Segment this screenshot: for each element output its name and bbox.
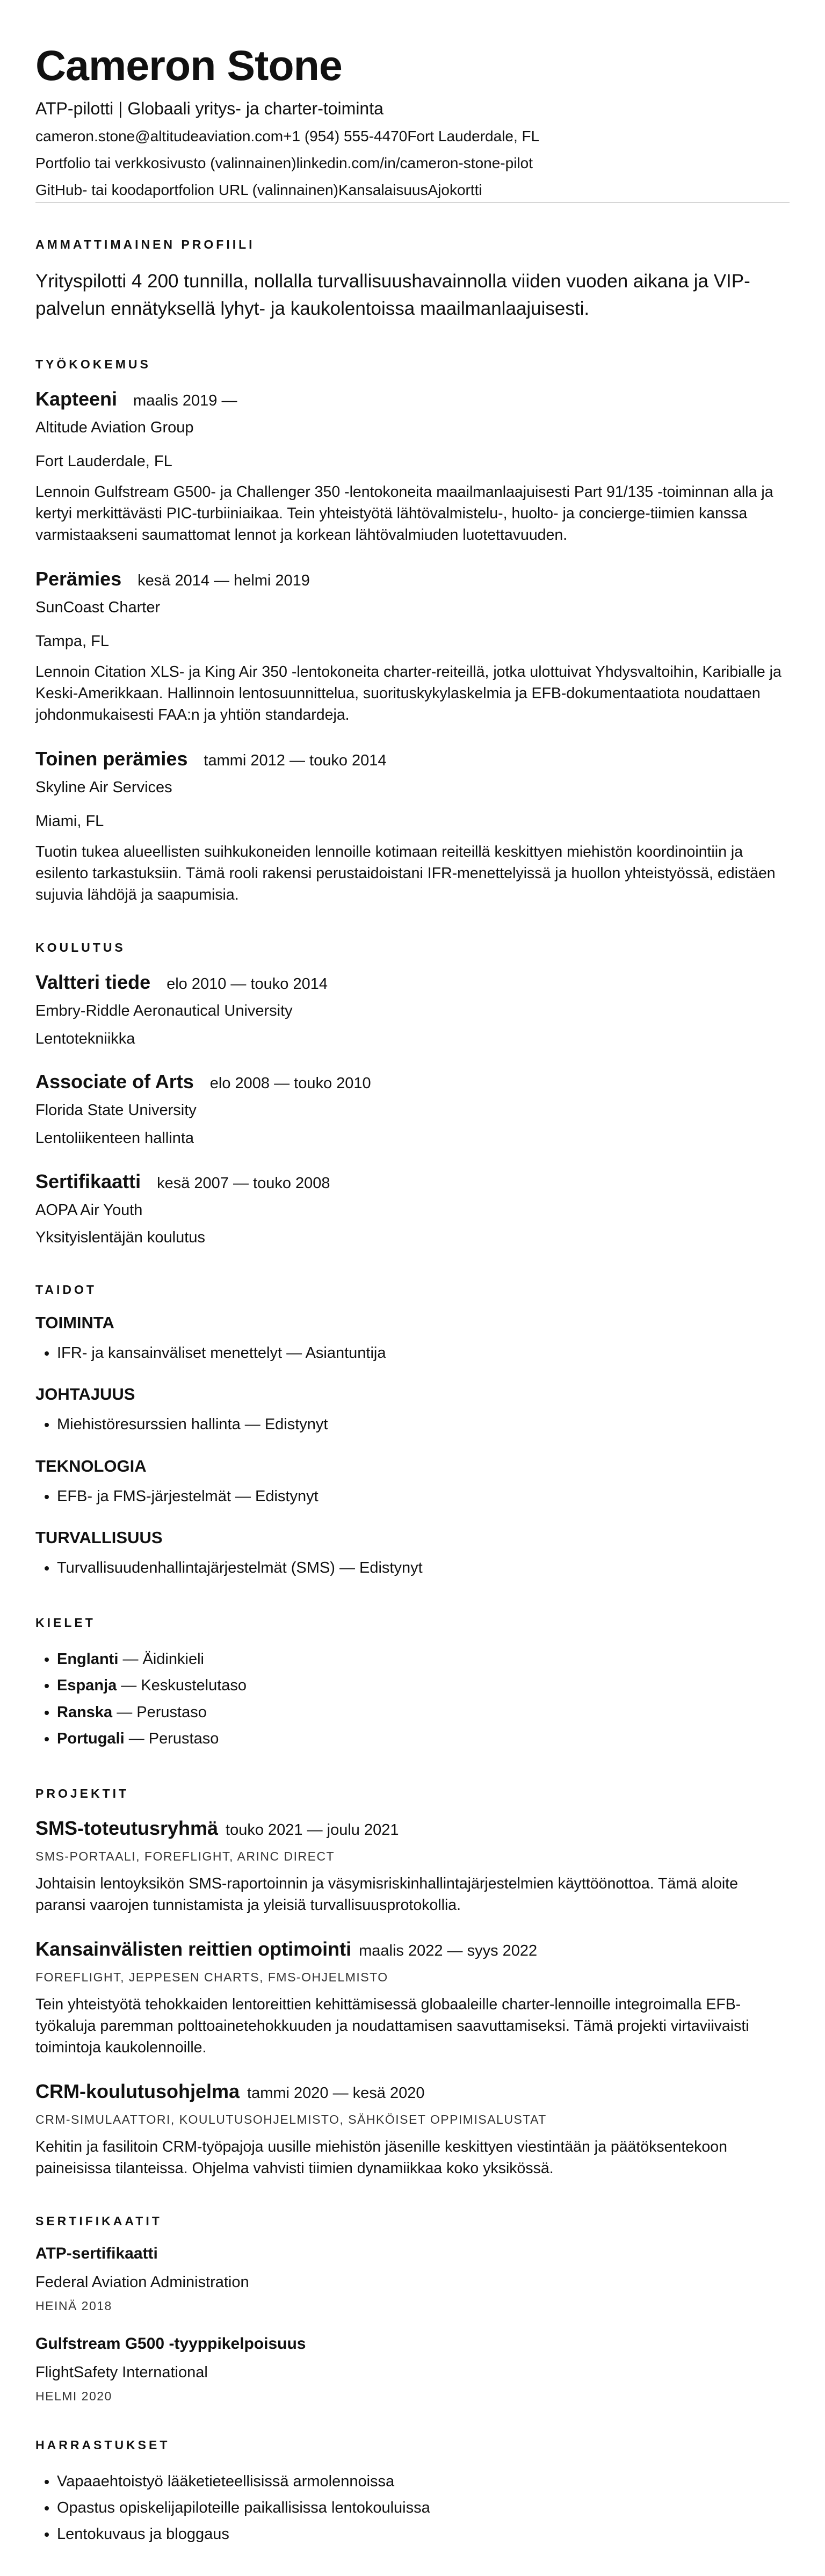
language-name: Portugali	[57, 1730, 125, 1748]
skill-item: • Turvallisuudenhallintajärjestelmät (SMS) — Edistynyt	[57, 1555, 790, 1581]
job-company: Altitude Aviation Group	[35, 418, 194, 436]
project-dates: touko 2021 — joulu 2021	[226, 1821, 399, 1839]
school-name: Florida State University	[35, 1102, 197, 1119]
hobbies-section	[35, 2438, 790, 2548]
education-dates: kesä 2007 — touko 2008	[157, 1174, 330, 1192]
project-entry	[35, 1938, 790, 2059]
skill-category: TEKNOLOGIA	[35, 1456, 147, 1475]
certification-entry	[35, 2245, 790, 2313]
education-section	[35, 940, 790, 1248]
language-level: Perustaso	[136, 1703, 207, 1721]
contact-row	[35, 181, 790, 199]
education-entry	[35, 1170, 790, 1248]
language-item: • Espanja — Keskustelutaso	[57, 1673, 790, 1699]
job-company: Skyline Air Services	[35, 778, 172, 796]
skill-item: • Miehistöresurssien hallinta — Edistynyt	[57, 1412, 790, 1438]
job-description: Tuotin tukea alueellisten suihkukoneiden lennoille kotimaan reiteillä keskittyen miehistön koordinointiin ja esilento tarkastuksiin. Tämä rooli rakensi perustaidoistani IFR-menettelyissä ja huollon yhteistyössä, edistäen sujuvia lähdöjä ja saapumisia.	[35, 843, 776, 903]
contact-phone[interactable]: +1 (954) 555-4470	[283, 128, 408, 145]
candidate-headline: ATP-pilotti | Globaali yritys- ja charter-toiminta	[35, 99, 383, 118]
job-dates: tammi 2012 — touko 2014	[204, 751, 387, 769]
skill-category: TURVALLISUUS	[35, 1528, 163, 1547]
skills-section	[35, 1283, 790, 1581]
skill-item: • IFR- ja kansainväliset menettelyt — Asiantuntija	[57, 1340, 790, 1366]
section-title: KOULUTUS	[35, 940, 126, 954]
study-field: Lentotekniikka	[35, 1030, 135, 1047]
certification-name: Gulfstream G500 -tyyppikelpoisuus	[35, 2334, 306, 2353]
project-description: Kehitin ja fasilitoin CRM-työpajoja uusille miehistön jäsenille keskittyen viestintään ja päätöksentekoon paineisissa tilanteissa. Ohjelma vahvisti tiimien dynamiikkaa koko yksikössä.	[35, 2138, 727, 2177]
skill-group	[35, 1457, 790, 1510]
section-title: TAIDOT	[35, 1282, 97, 1297]
job-title: Perämies	[35, 567, 122, 590]
experience-entry	[35, 748, 790, 906]
profile-section	[35, 237, 790, 323]
school-name: Embry-Riddle Aeronautical University	[35, 1002, 293, 1019]
experience-section	[35, 357, 790, 906]
degree-title: Associate of Arts	[35, 1070, 194, 1093]
project-tech: SMS-PORTAALI, FOREFLIGHT, ARINC DIRECT	[35, 1849, 335, 1864]
project-entry	[35, 1817, 790, 1916]
resume-header	[35, 41, 790, 203]
contact-email[interactable]: cameron.stone@altitudeaviation.com	[35, 128, 284, 145]
education-dates: elo 2010 — touko 2014	[167, 975, 328, 993]
project-description: Tein yhteistyötä tehokkaiden lentoreittien kehittämisessä globaaleille charter-lennoille integroimalla EFB-työkaluja paremman polttoainetehokkuuden ja noudattamisen saavuttamiseksi. Tämä projekti virtaviivaisti toimintoja kaukolennoille.	[35, 1996, 749, 2056]
language-name: Espanja	[57, 1677, 117, 1695]
project-title: SMS-toteutusryhmä	[35, 1817, 219, 1840]
job-description: Lennoin Gulfstream G500- ja Challenger 350 -lentokoneita maailmanlaajuisesti Part 91/135 -toiminnan alla ja kertyi merkittävästi PIC-turbiiniaikaa. Tein yhteistyötä lähtövalmistelu-, huolto- ja concierge-tiimien kanssa varmistaakseni saumattomat lennot ja korkean lähtövalmiuden luotettavuuden.	[35, 483, 773, 544]
contact-row	[35, 154, 790, 172]
project-entry	[35, 2080, 790, 2180]
education-entry	[35, 1070, 790, 1148]
certification-issuer: Federal Aviation Administration	[35, 2273, 249, 2291]
language-name: Englanti	[57, 1651, 119, 1668]
hobby-item: • Opastus opiskelijapiloteille paikallisissa lentokouluissa	[57, 2495, 790, 2521]
experience-entry	[35, 388, 790, 546]
section-title: SERTIFIKAATIT	[35, 2213, 162, 2228]
skill-category: JOHTAJUUS	[35, 1385, 135, 1404]
section-title: PROJEKTIT	[35, 1786, 129, 1801]
contact-drivers-license: Ajokortti	[428, 181, 482, 198]
project-dates: maalis 2022 — syys 2022	[359, 1942, 538, 1960]
skill-group	[35, 1385, 790, 1438]
certification-entry	[35, 2335, 790, 2404]
language-level: Perustaso	[148, 1730, 219, 1748]
skill-group	[35, 1313, 790, 1366]
project-tech: CRM-SIMULAATTORI, KOULUTUSOHJELMISTO, SÄHKÖISET OPPIMISALUSTAT	[35, 2112, 547, 2126]
degree-title: Sertifikaatti	[35, 1170, 141, 1192]
contact-citizenship: Kansalaisuus	[338, 181, 428, 198]
job-location: Miami, FL	[35, 813, 104, 830]
certification-issuer: FlightSafety International	[35, 2363, 208, 2381]
project-description: Johtaisin lentoyksikön SMS-raportoinnin ja väsymisriskinhallintajärjestelmien käyttöönottoa. Tämä aloite paransi vaarojen tunnistamista ja yleisiä turvallisuusprotokollia.	[35, 1875, 738, 1914]
profile-summary: Yrityspilotti 4 200 tunnilla, nollalla turvallisuushavainnolla viiden vuoden aikana ja VIP-palvelun ennätyksellä lyhyt- ja kaukolentoissa maailmanlaajuisesti.	[35, 271, 750, 319]
project-tech: FOREFLIGHT, JEPPESEN CHARTS, FMS-OHJELMISTO	[35, 1970, 388, 1985]
section-title: KIELET	[35, 1616, 96, 1630]
section-title: HARRASTUKSET	[35, 2437, 170, 2452]
language-item: • Englanti — Äidinkieli	[57, 1646, 790, 1673]
skill-category: TOIMINTA	[35, 1313, 114, 1332]
contact-location: Fort Lauderdale, FL	[407, 128, 540, 145]
education-dates: elo 2008 — touko 2010	[209, 1075, 371, 1092]
language-item: • Portugali — Perustaso	[57, 1726, 790, 1752]
skill-item: • EFB- ja FMS-järjestelmät — Edistynyt	[57, 1484, 790, 1510]
language-level: Keskustelutaso	[141, 1677, 247, 1695]
project-title: CRM-koulutusohjelma	[35, 2080, 240, 2102]
contact-github[interactable]: GitHub- tai koodaportfolion URL (valinnainen)	[35, 181, 338, 198]
language-level: Äidinkieli	[142, 1651, 204, 1668]
projects-section	[35, 1786, 790, 2179]
experience-entry	[35, 568, 790, 726]
job-location: Tampa, FL	[35, 633, 109, 650]
contact-linkedin[interactable]: linkedin.com/in/cameron-stone-pilot	[296, 154, 533, 171]
certification-date: HELMI 2020	[35, 2389, 112, 2403]
certification-date: HEINÄ 2018	[35, 2298, 112, 2313]
job-title: Kapteeni	[35, 387, 118, 410]
languages-section	[35, 1616, 790, 1752]
language-item: • Ranska — Perustaso	[57, 1699, 790, 1726]
education-entry	[35, 971, 790, 1049]
degree-title: Valtteri tiede	[35, 971, 151, 993]
job-title: Toinen perämies	[35, 747, 188, 770]
hobby-item: • Vapaaehtoistyö lääketieteellisissä armolennoissa	[57, 2469, 790, 2495]
job-dates: kesä 2014 — helmi 2019	[138, 571, 310, 589]
certifications-section	[35, 2214, 790, 2404]
header-divider	[35, 202, 790, 203]
hobby-item: • Lentokuvaus ja bloggaus	[57, 2521, 790, 2548]
contact-row	[35, 127, 790, 146]
job-location: Fort Lauderdale, FL	[35, 453, 172, 471]
project-title: Kansainvälisten reittien optimointi	[35, 1938, 352, 1960]
section-title: TYÖKOKEMUS	[35, 357, 151, 371]
candidate-name: Cameron Stone	[35, 41, 342, 89]
job-dates: maalis 2019 —	[133, 392, 237, 409]
contact-portfolio[interactable]: Portfolio tai verkkosivusto (valinnainen)	[35, 154, 296, 171]
study-field: Lentoliikenteen hallinta	[35, 1129, 194, 1147]
study-field: Yksityislentäjän koulutus	[35, 1229, 205, 1247]
language-name: Ranska	[57, 1703, 113, 1721]
job-company: SunCoast Charter	[35, 598, 161, 616]
job-description: Lennoin Citation XLS- ja King Air 350 -lentokoneita charter-reiteillä, jotka ulottuivat Yhdysvaltoihin, Karibialle ja Keski-Amerikkaan. Hallinnoin lentosuunnittelua, suorituskykylaskelmia ja EFB-dokumentaatiota noudattaen johdonmukaisesti FAA:n ja yhtiön standardeja.	[35, 663, 781, 723]
certification-name: ATP-sertifikaatti	[35, 2244, 158, 2262]
project-dates: tammi 2020 — kesä 2020	[247, 2084, 425, 2102]
section-title: AMMATTIMAINEN PROFIILI	[35, 237, 255, 252]
skill-group	[35, 1528, 790, 1581]
school-name: AOPA Air Youth	[35, 1201, 143, 1219]
